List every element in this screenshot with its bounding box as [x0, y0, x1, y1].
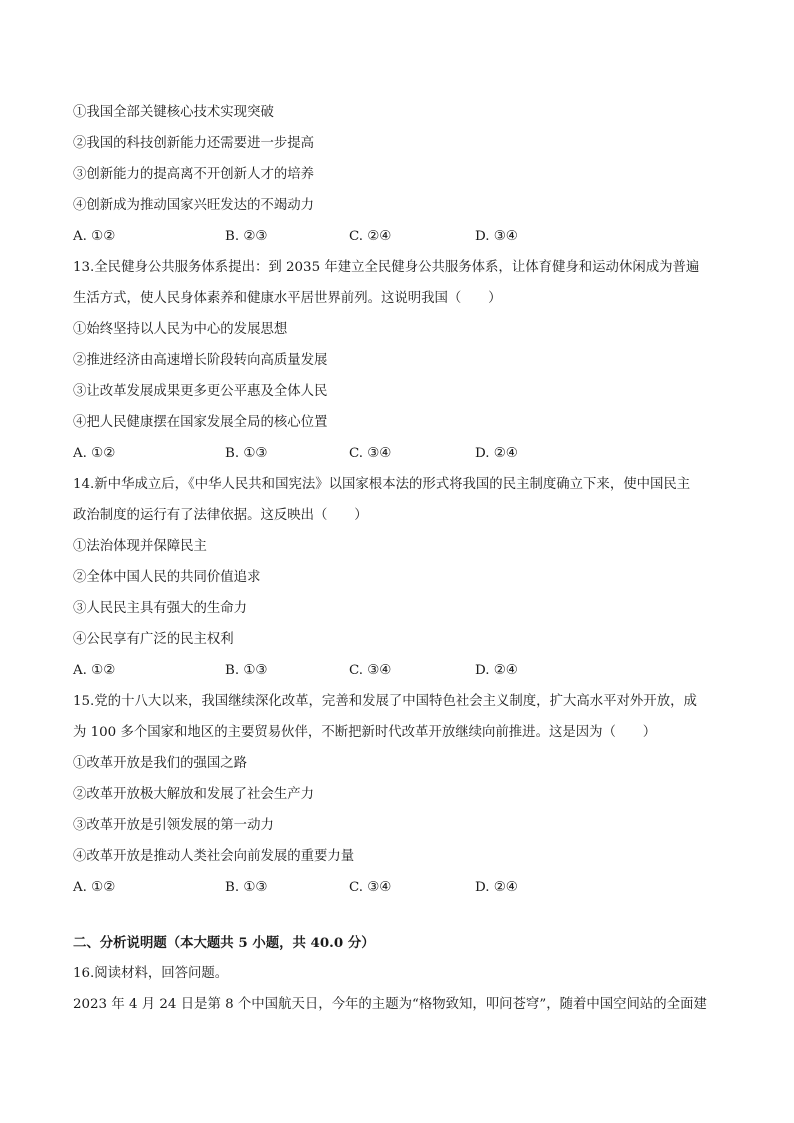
- question-13: [73, 259, 725, 476]
- q13-options: [73, 321, 725, 445]
- q14-choices: [73, 662, 725, 693]
- q13-stem-line-2: 生活方式，使人民身体素养和健康水平居世界前列。这说明我国（ ）: [73, 291, 502, 306]
- q15-option-1: ①改革开放是我们的强国之路: [73, 756, 248, 771]
- section-spacer: [73, 910, 725, 934]
- question-12: [73, 104, 725, 259]
- q13-choices: [73, 445, 725, 476]
- q13-option-1: ①始终坚持以人民为中心的发展思想: [73, 322, 288, 337]
- q13-stem: [73, 259, 725, 321]
- q14-stem-line-2: 政治制度的运行有了法律依据。这反映出（ ）: [73, 508, 368, 523]
- q13-choice-a: A. ①②: [73, 446, 116, 461]
- q13-option-3: ③让改革发展成果更多更公平惠及全体人民: [73, 384, 328, 399]
- exam-page: [73, 104, 725, 1027]
- q15-option-4: ④改革开放是推动人类社会向前发展的重要力量: [73, 849, 355, 864]
- q13-choice-d: D. ②④: [475, 446, 518, 461]
- q15-choice-c: C. ③④: [349, 880, 392, 895]
- q14-option-3: ③人民民主具有强大的生命力: [73, 601, 248, 616]
- q15-choices: [73, 879, 725, 910]
- q14-choice-b: B. ①③: [225, 663, 268, 678]
- section-2-title: [73, 934, 725, 965]
- q14-choice-c: C. ③④: [349, 663, 392, 678]
- q14-option-1: ①法治体现并保障民主: [73, 539, 207, 554]
- q13-choice-c: C. ③④: [349, 446, 392, 461]
- q14-choice-a: A. ①②: [73, 663, 116, 678]
- q15-choice-a: A. ①②: [73, 880, 116, 895]
- q12-choices: [73, 228, 725, 259]
- q13-choice-b: B. ①③: [225, 446, 268, 461]
- q14-choice-d: D. ②④: [475, 663, 518, 678]
- q14-options: [73, 538, 725, 662]
- question-16: [73, 965, 725, 1027]
- q15-choice-d: D. ②④: [475, 880, 518, 895]
- q15-option-2: ②改革开放极大解放和发展了社会生产力: [73, 787, 315, 802]
- q14-stem-line-1: 14.新中华成立后，《中华人民共和国宪法》以国家根本法的形式将我国的民主制度确立下来，使中国民主: [73, 477, 691, 492]
- q15-stem-line-2: 为 100 多个国家和地区的主要贸易伙伴，不断把新时代改革开放继续向前推进。这是因为（ ）: [73, 725, 657, 740]
- q12-options: [73, 104, 725, 228]
- q15-options: [73, 755, 725, 879]
- q15-option-3: ③改革开放是引领发展的第一动力: [73, 818, 274, 833]
- q14-option-4: ④公民享有广泛的民主权利: [73, 632, 234, 647]
- question-15: [73, 693, 725, 910]
- q12-choice-d: D. ③④: [475, 229, 518, 244]
- q13-option-4: ④把人民健康摆在国家发展全局的核心位置: [73, 415, 328, 430]
- q12-option-2: ②我国的科技创新能力还需要进一步提高: [73, 136, 315, 151]
- q15-stem: [73, 693, 725, 755]
- question-14: [73, 476, 725, 693]
- q16-material: 2023 年 4 月 24 日是第 8 个中国航天日，今年的主题为“格物致知，叩问苍穹”，随着中国空间站的全面建: [73, 997, 707, 1012]
- q12-option-1: ①我国全部关键核心技术实现突破: [73, 105, 274, 120]
- q13-option-2: ②推进经济由高速增长阶段转向高质量发展: [73, 353, 328, 368]
- q15-choice-b: B. ①③: [225, 880, 268, 895]
- q16-stem: 16.阅读材料，回答问题。: [73, 966, 229, 981]
- q12-option-4: ④创新成为推动国家兴旺发达的不竭动力: [73, 198, 315, 213]
- q12-choice-b: B. ②③: [225, 229, 268, 244]
- q15-stem-line-1: 15.党的十八大以来，我国继续深化改革，完善和发展了中国特色社会主义制度，扩大高水平对外开放，成: [73, 694, 697, 709]
- q12-choice-a: A. ①②: [73, 229, 116, 244]
- q14-stem: [73, 476, 725, 538]
- q14-option-2: ②全体中国人民的共同价值追求: [73, 570, 261, 585]
- q12-option-3: ③创新能力的提高离不开创新人才的培养: [73, 167, 315, 182]
- q12-choice-c: C. ②④: [349, 229, 392, 244]
- q13-stem-line-1: 13.全民健身公共服务体系提出：到 2035 年建立全民健身公共服务体系，让体育健身和运动休闲成为普遍: [73, 260, 700, 275]
- section-2-title-text: 二、分析说明题（本大题共 5 小题，共 40.0 分）: [73, 935, 375, 951]
